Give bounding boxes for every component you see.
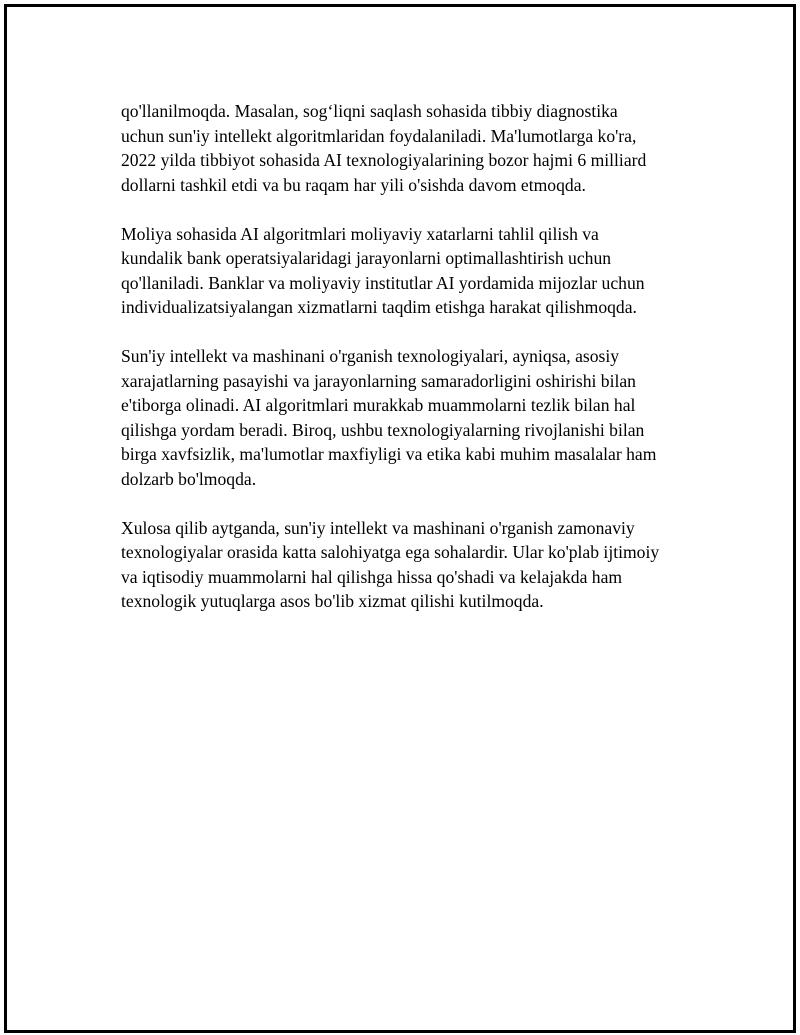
- text-line: texnologiyalar orasida katta salohiyatga ega sohalardir. Ular ko'plab ijtimoiy: [121, 542, 660, 562]
- document-body: [121, 99, 711, 638]
- text-line: e'tiborga olinadi. AI algoritmlari murakkab muammolarni tezlik bilan hal: [121, 395, 636, 415]
- text-line: Moliya sohasida AI algoritmlari moliyaviy xatarlarni tahlil qilish va: [121, 223, 599, 244]
- paragraph-4: [121, 516, 711, 614]
- text-line: dolzarb bo'lmoqda.: [121, 468, 257, 489]
- text-line: qo'llanilmoqda. Masalan, sog‘liqni saqlash sohasida tibbiy diagnostika: [121, 101, 618, 121]
- text-line: texnologik yutuqlarga asos bo'lib xizmat qilishi kutilmoqda.: [121, 591, 544, 611]
- text-line: dollarni tashkil etdi va bu raqam har yili o'sishda davom etmoqda.: [121, 174, 586, 195]
- paragraph-2: [121, 222, 711, 320]
- paragraph-1: [121, 99, 711, 197]
- text-line: Xulosa qilib aytganda, sun'iy intellekt va mashinani o'rganish zamonaviy: [121, 517, 635, 538]
- text-line: birga xavfsizlik, ma'lumotlar maxfiyligi va etika kabi muhim masalalar ham: [121, 444, 657, 464]
- text-line: xarajatlarning pasayishi va jarayonlarning samaradorligini oshirishi bilan: [121, 370, 636, 391]
- text-line: va iqtisodiy muammolarni hal qilishga hissa qo'shadi va kelajakda ham: [121, 566, 623, 587]
- text-line: 2022 yilda tibbiyot sohasida AI texnologiyalarining bozor hajmi 6 milliard: [121, 150, 647, 170]
- paragraph-3: [121, 344, 711, 491]
- text-line: uchun sun'iy intellekt algoritmlaridan foydalaniladi. Ma'lumotlarga ko'ra,: [121, 125, 637, 146]
- text-line: qo'llaniladi. Banklar va moliyaviy institutlar AI yordamida mijozlar uchun: [121, 272, 645, 293]
- text-line: qilishga yordam beradi. Biroq, ushbu texnologiyalarning rivojlanishi bilan: [121, 419, 645, 440]
- text-line: Sun'iy intellekt va mashinani o'rganish texnologiyalari, ayniqsa, asosiy: [121, 346, 620, 366]
- document-page: [4, 4, 796, 1033]
- text-line: kundalik bank operatsiyalaridagi jarayonlarni optimallashtirish uchun: [121, 248, 612, 268]
- text-line: individualizatsiyalangan xizmatlarni taqdim etishga harakat qilishmoqda.: [121, 297, 637, 317]
